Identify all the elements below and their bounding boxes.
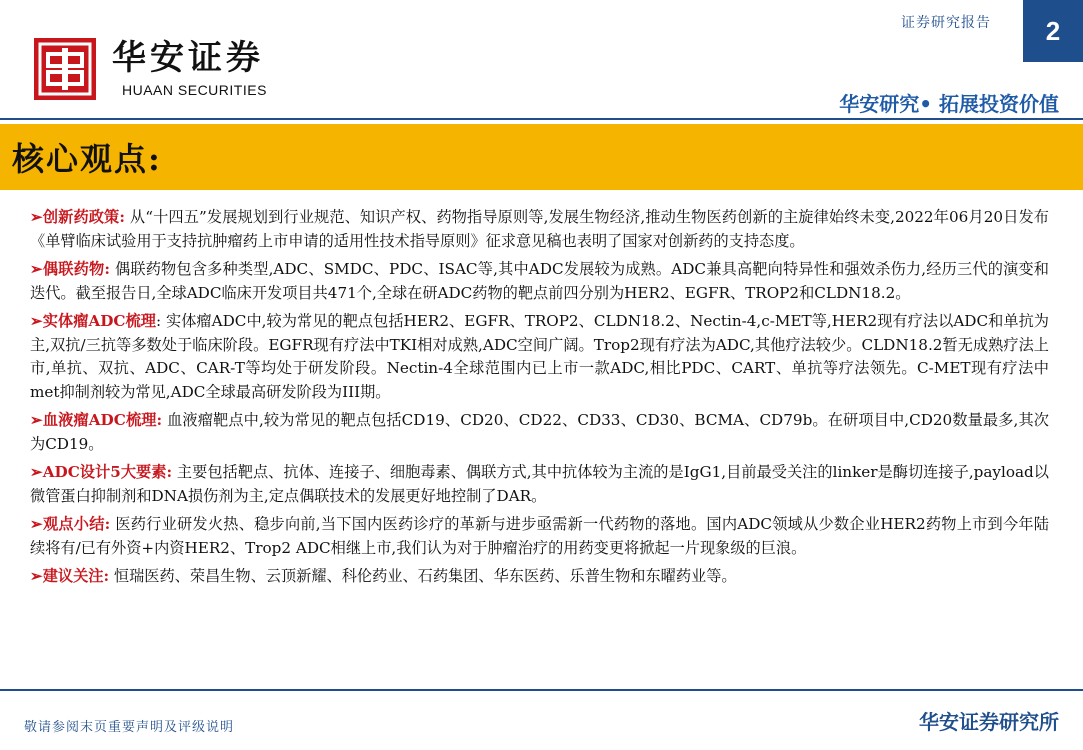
header-divider [0,118,1083,120]
bullet-summary [30,513,1049,560]
bullet-lead: 偶联药物: [42,260,110,278]
footer-org-name: 华安证券研究所 [919,710,1059,734]
bullet-text: 主要包括靶点、抗体、连接子、细胞毒素、偶联方式,其中抗体较为主流的是IgG1,目前最受关注的linker是酶切连接子,payload以微管蛋白抑制剂和DNA损伤剂为主,定点偶联技术的发展更好地控制了DAR。 [30,463,1049,505]
page-title: 核心观点: [12,140,162,178]
bullet-text: 血液瘤靶点中,较为常见的靶点包括CD19、CD20、CD22、CD33、CD30、BCMA、CD79b。在研项目中,CD20数量最多,其次为CD19。 [30,411,1049,453]
report-type-label: 证券研究报告 [901,15,991,31]
bullet-hematologic-adc [30,409,1049,456]
arrow-bullet-icon: ➢ [30,515,43,533]
bullet-lead: 创新药政策: [42,208,125,226]
bullet-lead: ADC设计5大要素: [42,463,173,481]
bullet-conjugate-drugs [30,258,1049,305]
bullet-text: : 实体瘤ADC中,较为常见的靶点包括HER2、EGFR、TROP2、CLDN18.2、Nectin-4,c-MET等,HER2现有疗法以ADC和单抗为主,双抗/三抗等多数处于临床阶段。EGFR现有疗法中TKI相对成熟,ADC空间广阔。Trop2现有疗法为ADC,其他疗法较少。CLDN18.2暂无成熟疗法上市,单抗、双抗、ADC、CAR-T等均处于研发阶段。Nectin-4全球范围内已上市一款ADC,相比PDC、CART、单抗等疗法领先。C-MET现有疗法中met抑制剂较为常见,ADC全球最高研发阶段为III期。 [30,312,1049,401]
title-band [0,124,1083,190]
arrow-bullet-icon: ➢ [30,260,43,278]
brand-name-cn: 华安证券 [112,38,264,78]
footer-divider [0,689,1083,691]
arrow-bullet-icon: ➢ [30,312,43,330]
bullet-text: 医药行业研发火热、稳步向前,当下国内医药诊疗的革新与进步亟需新一代药物的落地。国内ADC领域从少数企业HER2药物上市到今年陆续将有/已有外资+内资HER2、Trop2 ADC相继上市,我们认为对于肿瘤治疗的用药变更将掀起一片现象级的巨浪。 [30,515,1049,557]
bullet-lead: 实体瘤ADC梳理 [42,312,156,330]
bullet-lead: 建议关注: [42,567,110,585]
bullet-recommendations [30,565,1049,589]
key-points-list [30,206,1049,594]
header-slogan: 华安研究• 拓展投资价值 [839,92,1059,116]
arrow-bullet-icon: ➢ [30,463,43,481]
bullet-solid-tumor-adc [30,310,1049,404]
brand-name-en: HUAAN SECURITIES [122,82,267,98]
bullet-innovation-policy [30,206,1049,253]
huaan-logo-icon [34,38,96,100]
page-number-badge: 2 [1023,0,1083,62]
bullet-text: 恒瑞医药、荣昌生物、云顶新耀、科伦药业、石药集团、华东医药、乐普生物和东曜药业等。 [109,567,737,585]
bullet-text: 偶联药物包含多种类型,ADC、SMDC、PDC、ISAC等,其中ADC发展较为成熟。ADC兼具高靶向特异性和强效杀伤力,经历三代的演变和迭代。截至报告日,全球ADC临床开发项目共471个,全球在研ADC药物的靶点前四分别为HER2、EGFR、TROP2和CLDN18.2。 [30,260,1049,302]
bullet-text: 从“十四五”发展规划到行业规范、知识产权、药物指导原则等,发展生物经济,推动生物医药创新的主旋律始终未变,2022年06月20日发布《单臂临床试验用于支持抗肿瘤药上市申请的适用性技术指导原则》征求意见稿也表明了国家对创新药的支持态度。 [30,208,1049,250]
disclaimer-note: 敬请参阅末页重要声明及评级说明 [24,720,235,735]
arrow-bullet-icon: ➢ [30,208,43,226]
arrow-bullet-icon: ➢ [30,567,43,585]
arrow-bullet-icon: ➢ [30,411,43,429]
bullet-adc-design-elements [30,461,1049,508]
bullet-lead: 血液瘤ADC梳理: [42,411,163,429]
bullet-lead: 观点小结: [42,515,111,533]
